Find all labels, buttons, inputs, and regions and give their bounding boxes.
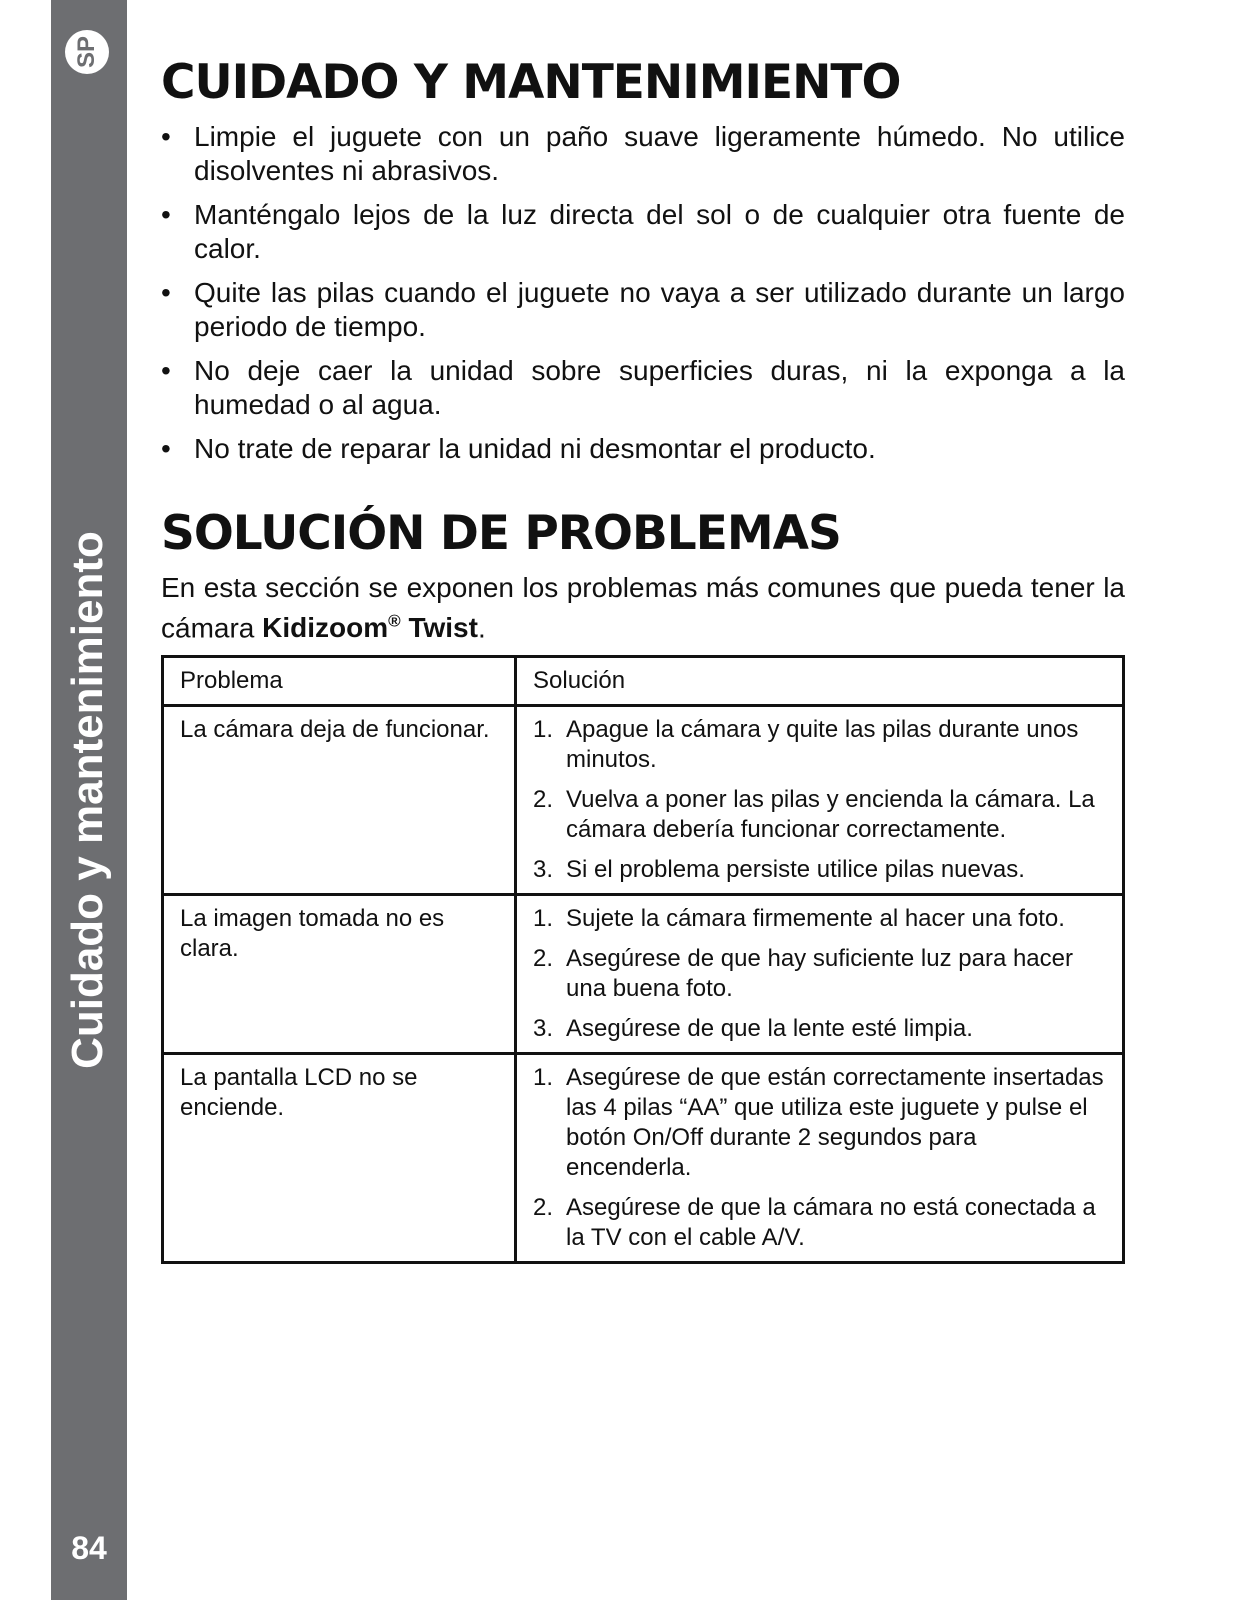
list-item: • Limpie el juguete con un paño suave ligeramente húmedo. No utilice disolventes ni abrasivos. [161, 121, 1125, 186]
step-number: 2. [533, 945, 554, 973]
solution-step: 2. Vuelva a poner las pilas y encienda la cámara. La cámara debería funcionar correctamente. [533, 786, 1095, 844]
page-content [161, 55, 1125, 1264]
solution-cell [516, 706, 1124, 895]
column-header-solution: Solución [516, 657, 1124, 706]
problem-cell: La imagen tomada no es clara. [163, 895, 516, 1054]
step-number: 3. [533, 856, 554, 884]
problem-cell: La pantalla LCD no se enciende. [163, 1054, 516, 1263]
solution-step: 1. Asegúrese de que están correctamente insertadas las 4 pilas “AA” que utiliza este juguete y pulse el botón On/Off durante 2 segundos para encenderla. [533, 1064, 1104, 1182]
bullet-icon: • [161, 199, 171, 230]
solution-cell [516, 1054, 1124, 1263]
side-tab-title: Cuidado y mantenimiento [63, 531, 112, 1069]
column-header-problem: Problema [163, 657, 516, 706]
product-name: Kidizoom® Twist [262, 612, 478, 644]
solution-step: 1. Sujete la cámara firmemente al hacer una foto. [533, 905, 1065, 933]
registered-mark: ® [388, 612, 401, 631]
solution-steps [533, 715, 1108, 885]
solution-step: 2. Asegúrese de que la cámara no está conectada a la TV con el cable A/V. [533, 1194, 1096, 1252]
step-number: 1. [533, 716, 554, 744]
care-list [161, 120, 1125, 466]
solution-step: 2. Asegúrese de que hay suficiente luz para hacer una buena foto. [533, 945, 1073, 1003]
language-badge-label: SP [73, 36, 100, 69]
language-badge [65, 30, 109, 74]
list-item: • Quite las pilas cuando el juguete no vaya a ser utilizado durante un largo periodo de tiempo. [161, 277, 1125, 342]
solution-step: 3. Si el problema persiste utilice pilas nuevas. [533, 856, 1025, 884]
step-number: 1. [533, 905, 554, 933]
bullet-icon: • [161, 355, 171, 386]
list-item: • Manténgalo lejos de la luz directa del sol o de cualquier otra fuente de calor. [161, 199, 1125, 264]
bullet-icon: • [161, 277, 171, 308]
step-number: 1. [533, 1064, 554, 1092]
solution-steps [533, 904, 1108, 1044]
table-header-row [163, 657, 1124, 706]
solution-step: 1. Apague la cámara y quite las pilas durante unos minutos. [533, 716, 1079, 774]
table-row [163, 895, 1124, 1054]
solution-cell [516, 895, 1124, 1054]
page-number: 84 [71, 1530, 107, 1566]
problem-cell: La cámara deja de funcionar. [163, 706, 516, 895]
list-item: • No deje caer la unidad sobre superficies duras, ni la exponga a la humedad o al agua. [161, 355, 1125, 420]
troubleshooting-heading: SOLUCIÓN DE PROBLEMAS [161, 506, 841, 561]
solution-step: 3. Asegúrese de que la lente esté limpia. [533, 1015, 973, 1043]
bullet-icon: • [161, 121, 171, 152]
table-row [163, 706, 1124, 895]
troubleshooting-table [161, 655, 1125, 1264]
step-number: 2. [533, 786, 554, 814]
step-number: 2. [533, 1194, 554, 1222]
solution-steps [533, 1063, 1108, 1253]
step-number: 3. [533, 1015, 554, 1043]
care-heading: CUIDADO Y MANTENIMIENTO [161, 55, 901, 110]
table-row [163, 1054, 1124, 1263]
list-item: • No trate de reparar la unidad ni desmontar el producto. [161, 433, 876, 464]
bullet-icon: • [161, 433, 171, 464]
troubleshooting-intro: En esta sección se exponen los problemas más comunes que pueda tener la cámara Kidizoom® Twist. [161, 572, 1125, 644]
